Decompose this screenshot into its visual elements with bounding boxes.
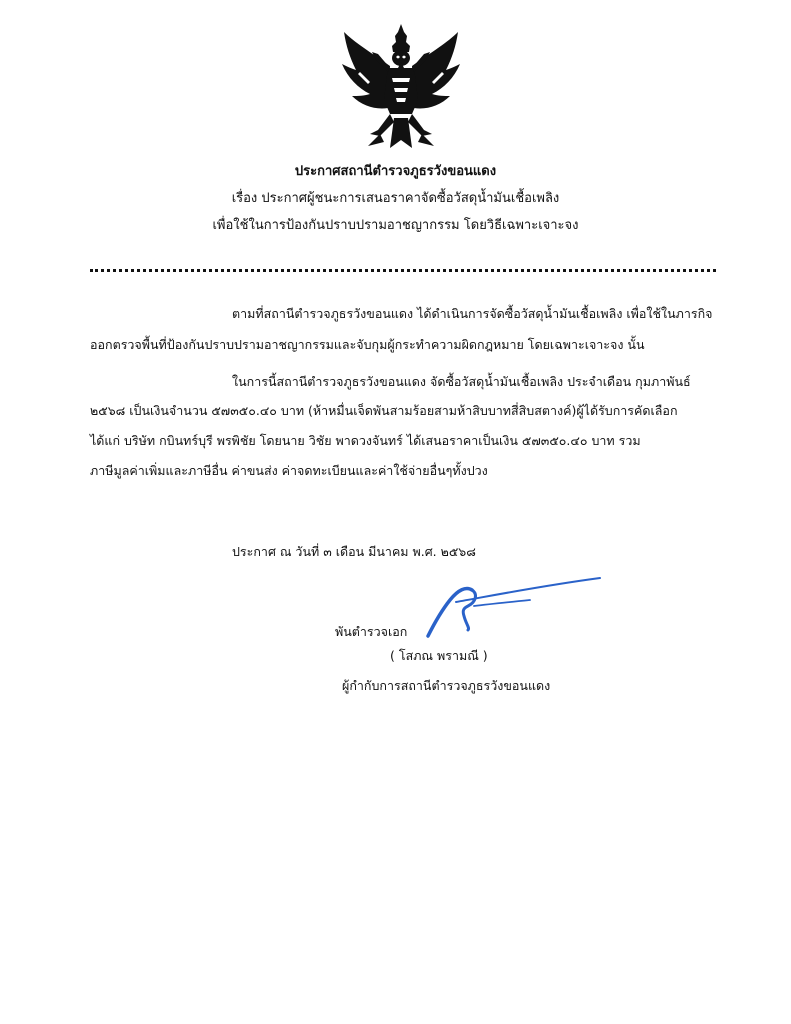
paragraph1-line2: ออกตรวจพื้นที่ป้องกันปราบปรามอาชญากรรมและจับกุมผู้กระทำความผิดกฎหมาย โดยเฉพาะเจาะจง นั้น [90,337,645,352]
announcement-purpose: เพื่อใช้ในการป้องกันปราบปรามอาชญากรรม โดยวิธีเฉพาะเจาะจง [212,218,579,233]
paragraph1-line1: ตามที่สถานีตำรวจภูธรวังขอนแดง ได้ดำเนินการจัดซื้อวัสดุน้ำมันเชื้อเพลิง เพื่อใช้ในภารกิจ [232,306,713,321]
paragraph2-line4: ภาษีมูลค่าเพิ่มและภาษีอื่น ค่าขนส่ง ค่าจดทะเบียนและค่าใช้จ่ายอื่นๆทั้งปวง [90,463,488,478]
paragraph2-line2: ๒๕๖๘ เป็นเงินจำนวน ๕๗๓๕๐.๔๐ บาท (ห้าหมื่นเจ็ดพันสามร้อยสามห้าสิบบาทสี่สิบสตางค์)ผู้ได้รับการคัดเลือก [90,403,678,418]
signer-name: ( โสภณ พรามณี ) [390,648,488,663]
announcement-title: ประกาศสถานีตำรวจภูธรวังขอนแดง [294,164,497,179]
dotted-separator [90,269,716,272]
paragraph2-line3: ได้แก่ บริษัท กบินทร์บุรี พรพิชัย โดยนาย วิชัย พาดวงจันทร์ ได้เสนอราคาเป็นเงิน ๕๗๓๕๐.๔๐ บาท รวม [90,433,641,448]
paragraph2-line1: ในการนี้สถานีตำรวจภูธรวังขอนแดง จัดซื้อวัสดุน้ำมันเชื้อเพลิง ประจำเดือน กุมภาพันธ์ [232,374,691,389]
signer-rank: พันตำรวจเอก [335,624,408,639]
announcement-subject: เรื่อง ประกาศผู้ชนะการเสนอราคาจัดซื้อวัสดุน้ำมันเชื้อเพลิง [231,191,560,206]
announcement-date: ประกาศ ณ วันที่ ๓ เดือน มีนาคม พ.ศ. ๒๕๖๘ [232,544,476,559]
handwritten-signature [420,572,605,642]
signer-position: ผู้กำกับการสถานีตำรวจภูธรวังขอนแดง [342,678,551,693]
garuda-emblem-icon [340,22,462,152]
